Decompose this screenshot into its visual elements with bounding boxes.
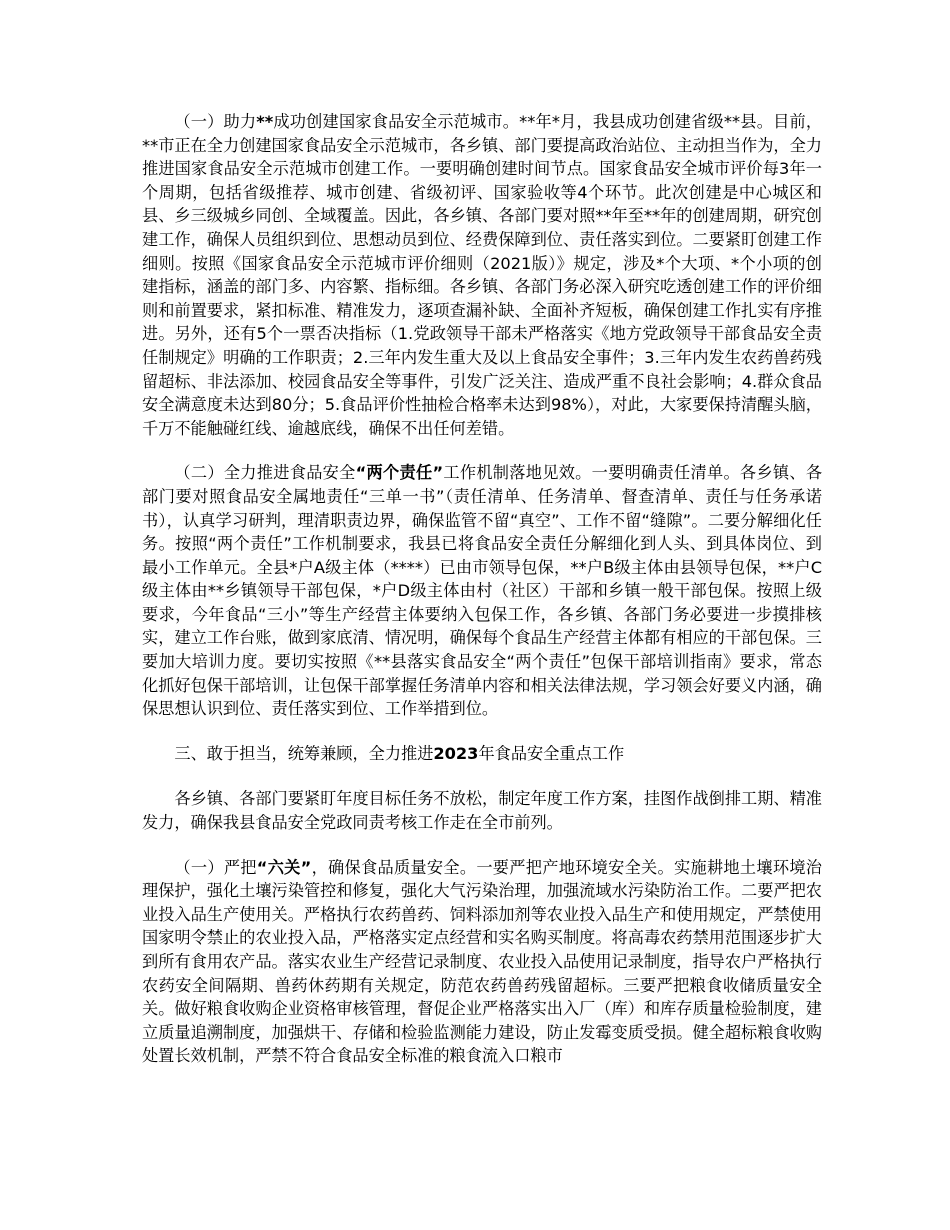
document-page [142, 110, 822, 1089]
bold-text-run: “两个责任” [355, 463, 444, 483]
text-run: （一）严把 [174, 857, 257, 877]
text-run: 年食品安全重点工作 [478, 743, 625, 763]
section-heading [142, 742, 822, 766]
text-run: （一）助力 [174, 112, 257, 131]
body-paragraph [142, 856, 822, 1068]
text-run: 各乡镇、各部门要紧盯年度目标任务不放松，制定年度工作方案，挂图作战倒排工期、精准发力，确保我县食品安全党政同责考核工作走在全市前列。 [142, 789, 822, 833]
text-run: 三、敢于担当，统筹兼顾，全力推进 [174, 743, 434, 763]
bold-text-run: “六关” [256, 857, 312, 877]
body-paragraph [142, 787, 822, 834]
body-paragraph [142, 461, 822, 721]
body-paragraph [142, 110, 822, 440]
bold-text-run: ** [256, 112, 274, 131]
text-run: （二）全力推进食品安全 [174, 463, 356, 483]
bold-text-run: 2023 [433, 743, 479, 763]
text-run: ，确保食品质量安全。一要严把产地环境安全关。实施耕地土壤环境治理保护，强化土壤污染管控和修复，强化大气污染治理，加强流域水污染防治工作。二要严把农业投入品生产使用关。严格执行农药兽药、饲料添加剂等农业投入品生产和使用规定，严禁使用国家明令禁止的农业投入品，严格落实定点经营和实名购买制度。将高毒农药禁用范围逐步扩大到所有食用农产品。落实农业生产经营记录制度、农业投入品使用记录制度，指导农户严格执行农药安全间隔期、兽药休药期有关规定，防范农药兽药残留超标。三要严把粮食收储质量安全关。做好粮食收购企业资格审核管理，督促企业严格落实出入厂（库）和库存质量检验制度，建立质量追溯制度，加强烘干、存储和检验监测能力建设，防止发霉变质受损。健全超标粮食收购处置长效机制，严禁不符合食品安全标准的粮食流入口粮市 [142, 857, 822, 1066]
text-run: 成功创建国家食品安全示范城市。**年*月，我县成功创建省级**县。目前，**市正在全力创建国家食品安全示范城市，各乡镇、部门要提高政治站位、主动担当作为，全力推进国家食品安全示范城市创建工作。一要明确创建时间节点。国家食品安全城市评价每3年一个周期，包括省级推荐、城市创建、省级初评、国家验收等4个环节。此次创建是中心城区和县、乡三级城乡同创、全域覆盖。因此，各乡镇、各部门要对照**年至**年的创建周期，研究创建工作，确保人员组织到位、思想动员到位、经费保障到位、责任落实到位。二要紧盯创建工作细则。按照《国家食品安全示范城市评价细则（2021版）》规定，涉及*个大项、*个小项的创建指标，涵盖的部门多、内容繁、指标细。各乡镇、各部门务必深入研究吃透创建工作的评价细则和前置要求，紧扣标准、精准发力，逐项查漏补缺、全面补齐短板，确保创建工作扎实有序推进。另外，还有5个一票否决指标（1.党政领导干部未严格落实《地方党政领导干部食品安全责任制规定》明确的工作职责；2.三年内发生重大及以上食品安全事件；3.三年内发生农药兽药残留超标、非法添加、校园食品安全等事件，引发广泛关注、造成严重不良社会影响；4.群众食品安全满意度未达到80分；5.食品评价性抽检合格率未达到98%），对此，大家要保持清醒头脑，千万不能触碰红线、逾越底线，确保不出任何差错。 [142, 112, 823, 438]
text-run: 工作机制落地见效。一要明确责任清单。各乡镇、各部门要对照食品安全属地责任“三单一书”（责任清单、任务清单、督查清单、责任与任务承诺书），认真学习研判，理清职责边界，确保监管不留“真空”、工作不留“缝隙”。二要分解细化任务。按照“两个责任”工作机制要求，我县已将食品安全责任分解细化到人头、到具体岗位、到最小工作单元。全县*户A级主体（****）已由市领导包保，**户B级主体由县领导包保，**户C级主体由**乡镇领导干部包保，*户D级主体由村（社区）干部和乡镇一般干部包保。按照上级要求，今年食品“三小”等生产经营主体要纳入包保工作，各乡镇、各部门务必要进一步摸排核实，建立工作台账，做到家底清、情况明，确保每个食品生产经营主体都有相应的干部包保。三要加大培训力度。要切实按照《**县落实食品安全“两个责任”包保干部培训指南》要求，常态化抓好包保干部培训，让包保干部掌握任务清单内容和相关法律法规，学习领会好要义内涵，确保思想认识到位、责任落实到位、工作举措到位。 [142, 463, 823, 719]
